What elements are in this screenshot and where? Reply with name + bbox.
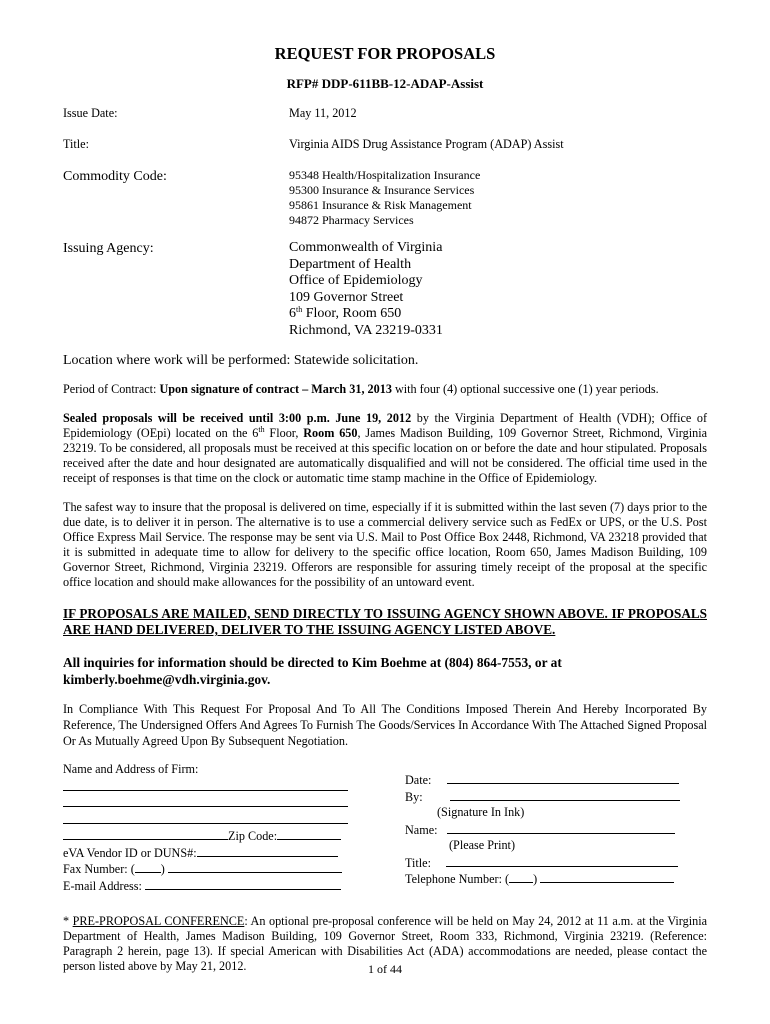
issue-date-row	[63, 106, 707, 121]
commodity-row	[63, 168, 707, 228]
floor-suffix: th	[296, 305, 303, 314]
agency-row	[63, 240, 707, 339]
sealed-text: Floor,	[264, 426, 304, 440]
mailing-notice: IF PROPOSALS ARE MAILED, SEND DIRECTLY TO ISSUING AGENCY SHOWN ABOVE. IF PROPOSALS ARE HAND DELIVERED, DELIVER TO THE ISSUING AGENCY LISTED ABOVE.	[63, 606, 707, 637]
sealed-deadline: Sealed proposals will be received until 3:00 p.m. June 19, 2012	[63, 411, 412, 425]
preproposal-heading: PRE-PROPOSAL CONFERENCE	[72, 914, 245, 928]
commodity-code: 94872 Pharmacy Services	[289, 213, 414, 227]
signature-note: (Signature In Ink)	[437, 805, 525, 819]
floor-rest: Floor, Room 650	[302, 306, 402, 321]
period-label: Period of Contract:	[63, 382, 160, 396]
title-row	[63, 137, 707, 152]
commodity-code: 95861 Insurance & Risk Management	[289, 198, 472, 212]
agency-line: Office of Epidemiology	[289, 273, 423, 288]
period-bold: Upon signature of contract – March 31, 2013	[159, 382, 392, 396]
signer-title-label: Title:	[405, 855, 431, 870]
by-label: By:	[405, 789, 423, 804]
date-row[interactable]	[405, 771, 695, 788]
fax-label: Fax Number: (	[63, 862, 135, 876]
print-note: (Please Print)	[449, 838, 516, 852]
sealed-sup: th	[258, 425, 265, 434]
name-row[interactable]	[405, 821, 695, 838]
commodity-code: 95348 Health/Hospitalization Insurance	[289, 168, 481, 182]
preproposal-asterisk: *	[63, 914, 73, 928]
inquiries-contact: All inquiries for information should be directed to Kim Boehme at (804) 864-7553, or at kimberly.boehme@vdh.virginia.gov.	[63, 655, 562, 687]
firm-address-line[interactable]	[63, 794, 363, 811]
commodity-label: Commodity Code:	[63, 169, 167, 184]
preproposal-text: : An optional pre-proposal conference will be held on May 24, 2012 at 11 a.m. at the Virginia Department of Health, James Madison Building, 109 Governor Street, Room 333, Richmond, Virginia 23219. (Reference: Paragraph 2 herein, page 13). If special American with Disabilities Act (ADA) accommodations are needed, please contact the person listed above by May 21, 2012.	[63, 914, 708, 973]
compliance-statement: In Compliance With This Request For Proposal And To All The Conditions Imposed Therein And Hereby Incorporated By Reference, The Undersigned Offers And Agrees To Furnish The Goods/Services In Accordance With The Attached Signed Proposal Or As Mutually Agreed Upon By Subsequent Negotiation.	[63, 702, 707, 748]
agency-line: 109 Governor Street	[289, 289, 404, 305]
title-value: Virginia AIDS Drug Assistance Program (ADAP) Assist	[289, 137, 564, 151]
email-row[interactable]	[63, 877, 363, 894]
agency-label: Issuing Agency:	[63, 241, 154, 256]
telephone-row[interactable]	[405, 870, 695, 887]
contract-period	[63, 382, 707, 397]
agency-address	[289, 240, 707, 339]
fax-row[interactable]	[63, 860, 363, 877]
phone-close: )	[533, 872, 538, 886]
period-rest: with four (4) optional successive one (1) year periods.	[391, 382, 659, 396]
work-location: Location where work will be performed: Statewide solicitation.	[63, 353, 419, 368]
commodity-code: 95300 Insurance & Insurance Services	[289, 183, 475, 197]
date-label: Date:	[405, 773, 432, 787]
agency-line: Department of Health	[289, 256, 412, 272]
document-title: REQUEST FOR PROPOSALS	[274, 44, 496, 63]
issue-date-label: Issue Date:	[63, 106, 118, 120]
eva-label: eVA Vendor ID or DUNS#:	[63, 845, 197, 860]
zip-code-label: Zip Code:	[228, 829, 278, 843]
offeror-form	[63, 761, 707, 891]
commodity-codes	[289, 168, 707, 228]
fax-close: )	[160, 862, 165, 876]
page-number: 1 of 44	[368, 962, 402, 976]
telephone-label: Telephone Number: (	[405, 872, 510, 886]
agency-city: Richmond, VA 23219-0331	[289, 322, 443, 338]
name-label: Name:	[405, 822, 438, 837]
zip-code-row[interactable]	[63, 827, 363, 844]
firm-address-line[interactable]	[63, 811, 363, 828]
by-row[interactable]	[405, 788, 695, 805]
floor-number: 6	[289, 306, 296, 321]
firm-name-line[interactable]	[63, 778, 363, 795]
signature-column	[405, 771, 695, 887]
rfp-number: RFP# DDP-611BB-12-ADAP-Assist	[286, 76, 484, 91]
eva-vendor-row[interactable]	[63, 844, 363, 861]
sealed-proposals-paragraph	[63, 411, 707, 486]
title-label: Title:	[63, 137, 89, 151]
sealed-text: , James Madison Building, 109 Governor Street, Richmond, Virginia 23219. To be considered, all proposals must be received at this specific location on or before the date and hour stipulated. Proposals received after the date and hour designated are automatically disqualified and will not be considered. The official time used in the receipt of responses is that time on the clock or automatic time stamp machine in the Office of Epidemiology.	[63, 426, 707, 485]
sealed-text: by the Virginia Department of Health (VDH); Office of Epidemiology (OEpi) located on the 6	[63, 411, 707, 440]
delivery-paragraph: The safest way to insure that the proposal is delivered on time, especially if it is submitted within the last seven (7) days prior to the due date, is to deliver it in person. The alternative is to use a commercial delivery service such as FedEx or UPS, or the U.S. Post Office Express Mail Service. The response may be sent via U.S. Mail to Post Office Box 2448, Richmond, VA 23218 provided that it is submitted in adequate time to allow for delivery to the specific office location, Room 650, James Madison Building, 109 Governor Street, Richmond, Virginia 23219. Offerors are responsible for assuring timely receipt of the proposal at the specific office location and should make allowances for the possibility of an untoward event.	[63, 500, 707, 589]
firm-info-column	[63, 761, 363, 893]
title-signer-row[interactable]	[405, 854, 695, 871]
agency-line: Commonwealth of Virginia	[289, 240, 443, 255]
firm-label: Name and Address of Firm:	[63, 762, 199, 776]
email-label: E-mail Address:	[63, 878, 142, 893]
agency-floor-line	[289, 306, 707, 323]
issue-date-value: May 11, 2012	[289, 106, 357, 120]
sealed-room: Room 650	[303, 426, 358, 440]
